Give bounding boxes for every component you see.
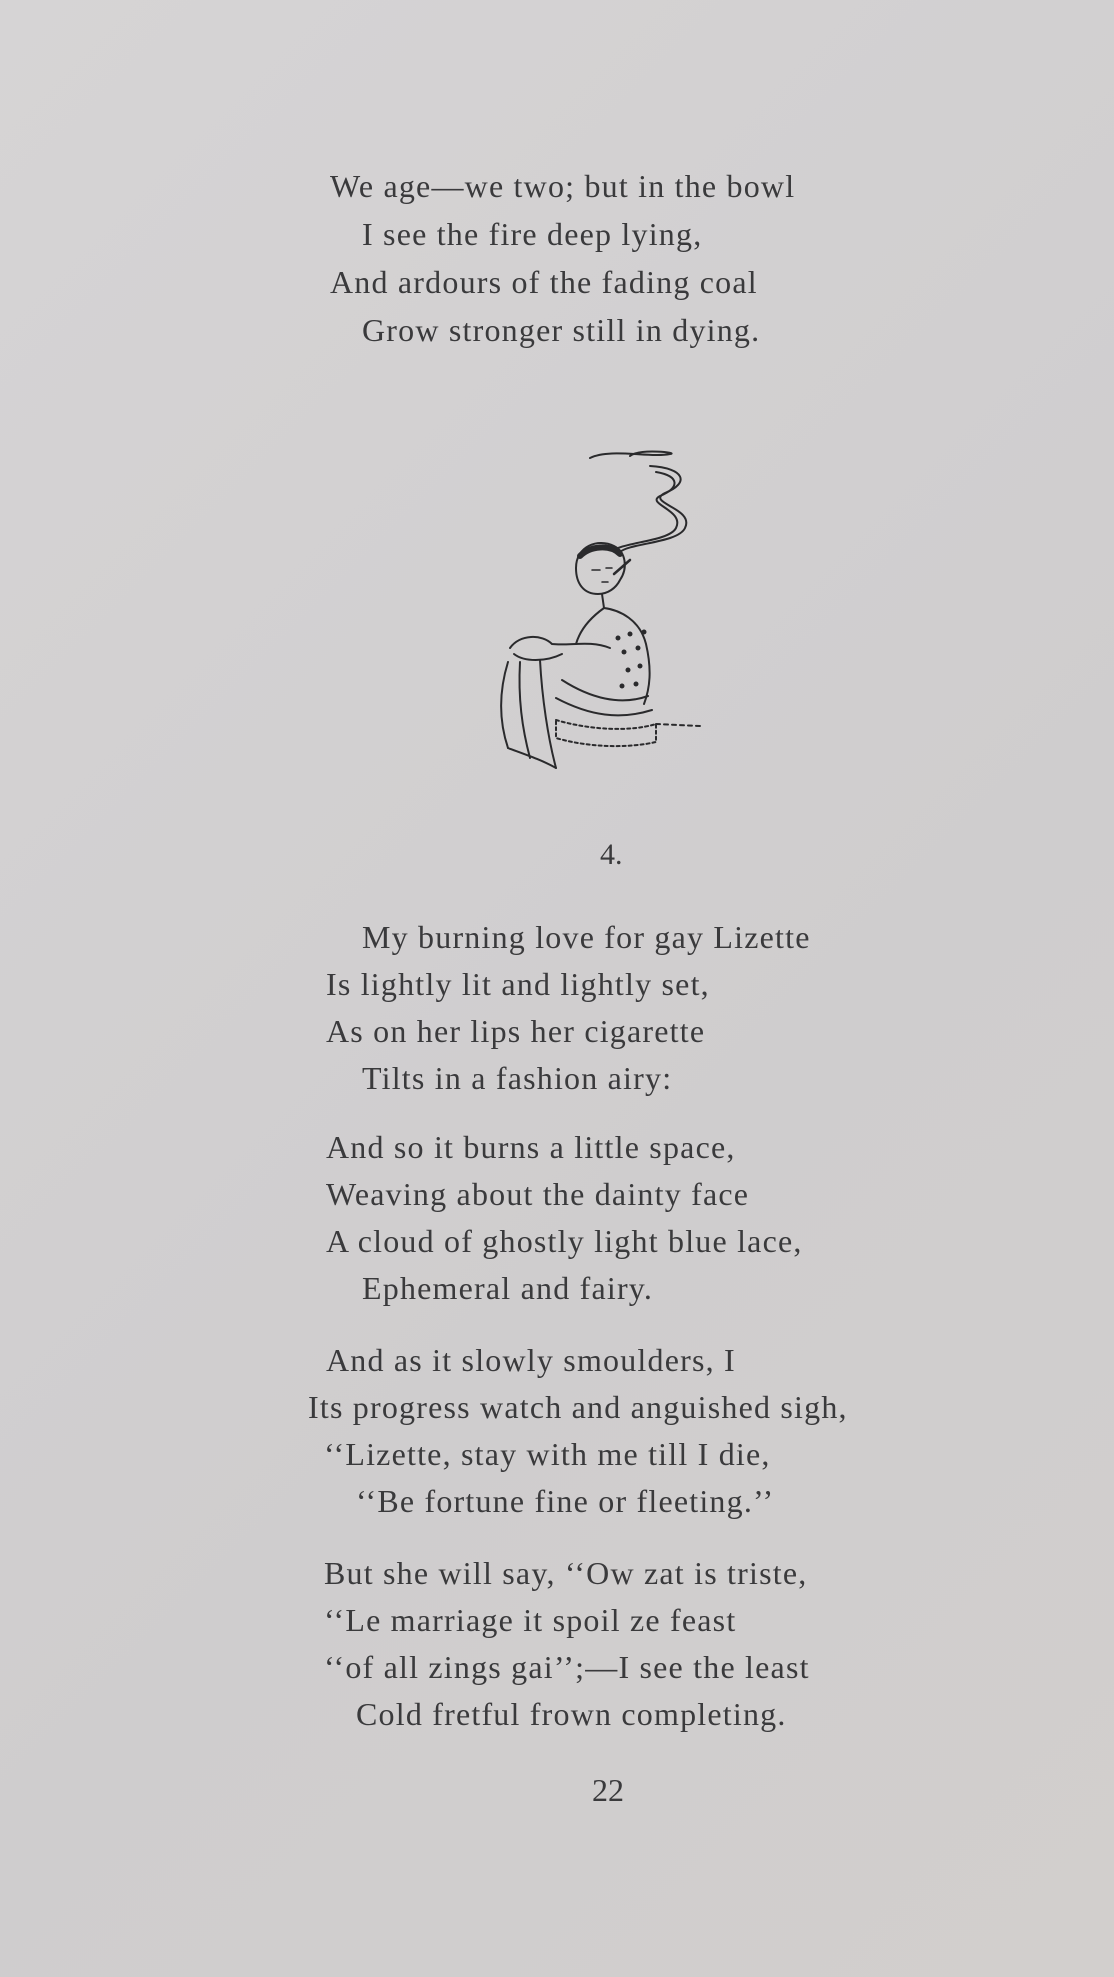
poem-line: A cloud of ghostly light blue lace, xyxy=(326,1223,803,1259)
page-number: 22 xyxy=(592,1772,624,1808)
poem-line: ‘‘Le marriage it spoil ze feast xyxy=(324,1602,737,1638)
poem-line: Weaving about the dainty face xyxy=(326,1176,750,1212)
poem-line: As on her lips her cigarette xyxy=(326,1013,706,1049)
poem-line: Grow stronger still in dying. xyxy=(362,312,761,348)
poem-line: Tilts in a fashion airy: xyxy=(362,1060,673,1096)
poem-line: ‘‘of all zings gai’’;—I see the least xyxy=(324,1649,810,1685)
poem-line: And so it burns a little space, xyxy=(326,1129,736,1165)
poem-line: My burning love for gay Lizette xyxy=(362,919,811,955)
poem-line: We age—we two; but in the bowl xyxy=(330,168,796,204)
smoking-woman-illustration xyxy=(480,448,720,778)
poem-line: Ephemeral and fairy. xyxy=(362,1270,654,1306)
poem-line: Cold fretful frown completing. xyxy=(356,1696,787,1732)
poem-line: Its progress watch and anguished sigh, xyxy=(308,1389,848,1425)
poem-line: And as it slowly smoulders, I xyxy=(326,1342,736,1378)
section-number: 4. xyxy=(600,838,623,871)
poem-line: ‘‘Lizette, stay with me till I die, xyxy=(324,1436,771,1472)
poem-line: I see the fire deep lying, xyxy=(362,216,703,252)
poem-line: Is lightly lit and lightly set, xyxy=(326,966,710,1002)
poem-line: And ardours of the fading coal xyxy=(330,264,758,300)
poem-line: But she will say, ‘‘Ow zat is triste, xyxy=(324,1555,808,1591)
poem-line: ‘‘Be fortune fine or fleeting.’’ xyxy=(356,1483,775,1519)
